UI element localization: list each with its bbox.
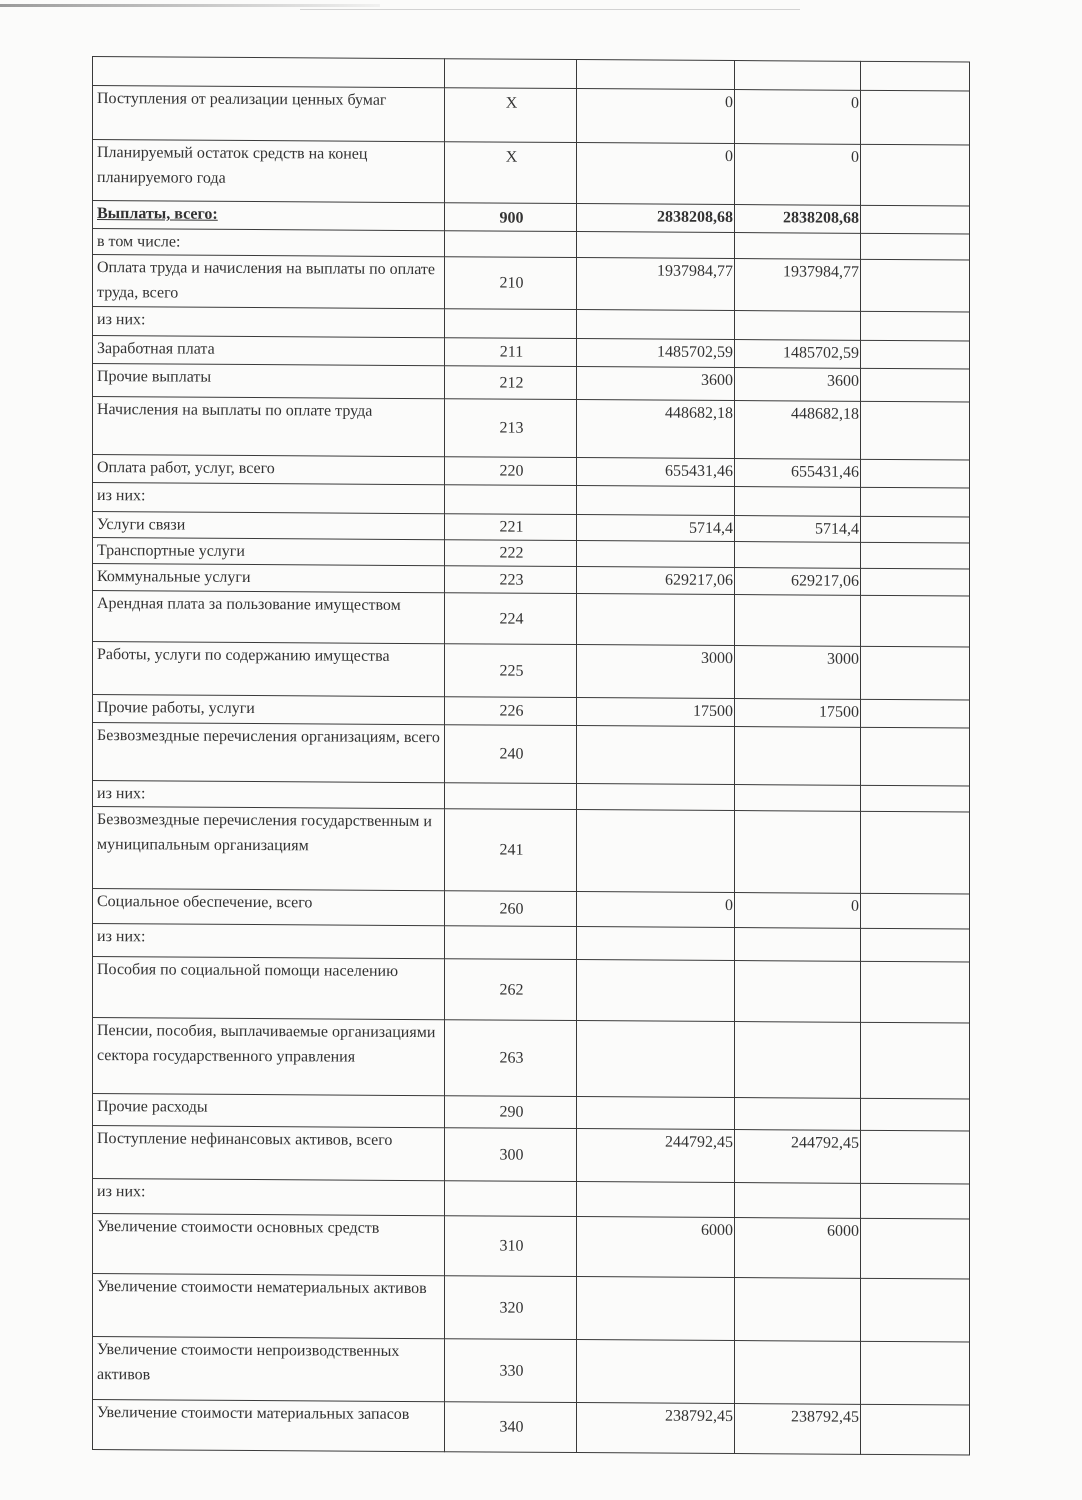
row-value-2-cell: 1937984,77: [735, 259, 861, 312]
row-value-1-cell: 2838208,68: [577, 204, 735, 233]
row-code-cell: 224: [445, 593, 577, 645]
table-row: [93, 889, 970, 930]
row-value-1-cell: [577, 594, 735, 646]
row-code-cell: 213: [445, 399, 577, 458]
row-name-cell: Пенсии, пособия, выплачиваемые организациями сектора государственного управления: [93, 1018, 445, 1096]
row-value-3-cell: [861, 1130, 970, 1184]
row-value-2-cell: 448682,18: [735, 401, 861, 460]
budget-table-body: [93, 57, 970, 1456]
row-value-3-cell: [861, 340, 970, 369]
row-code-cell: 240: [445, 725, 577, 784]
row-value-3-cell: [861, 1278, 970, 1342]
row-value-2-cell: 1485702,59: [735, 340, 861, 369]
row-value-3-cell: [861, 961, 970, 1023]
row-value-1-cell: [577, 810, 735, 893]
table-row: [93, 255, 970, 313]
row-value-2-cell: 238792,45: [735, 1404, 861, 1455]
row-value-2-cell: [735, 61, 861, 91]
row-value-1-cell: 1485702,59: [577, 339, 735, 368]
row-code-cell: [445, 1181, 577, 1217]
row-name-cell: Оплата работ, услуг, всего: [93, 455, 445, 485]
row-value-3-cell: [861, 1022, 970, 1099]
table-row: [93, 924, 970, 963]
row-value-1-cell: [577, 927, 735, 961]
row-name-cell: в том числе:: [93, 229, 445, 257]
row-value-1-cell: [577, 726, 735, 785]
row-value-1-cell: 1937984,77: [577, 258, 735, 311]
row-name-cell: Работы, услуги по содержанию имущества: [93, 642, 445, 697]
row-code-cell: Х: [445, 88, 577, 143]
row-value-3-cell: [861, 1341, 970, 1405]
row-code-cell: 211: [445, 338, 577, 367]
row-value-3-cell: [861, 542, 970, 569]
row-name-cell: из них:: [93, 307, 445, 338]
row-value-3-cell: [861, 595, 970, 647]
row-value-3-cell: [861, 459, 970, 488]
table-row: [93, 140, 970, 207]
row-value-1-cell: [577, 1340, 735, 1404]
table-row: [93, 1337, 970, 1406]
row-name-cell: Транспортные услуги: [93, 538, 445, 566]
row-value-2-cell: 5714,4: [735, 516, 861, 543]
table-row: [93, 364, 970, 403]
row-value-3-cell: [861, 928, 970, 962]
row-value-3-cell: [861, 487, 970, 517]
row-name-cell: Социальное обеспечение, всего: [93, 889, 445, 926]
row-code-cell: 900: [445, 203, 577, 232]
row-code-cell: 221: [445, 514, 577, 541]
row-value-1-cell: 448682,18: [577, 400, 735, 459]
row-value-1-cell: [577, 1097, 735, 1130]
row-code-cell: 300: [445, 1128, 577, 1182]
row-value-1-cell: [577, 486, 735, 516]
row-code-cell: [445, 231, 577, 258]
table-row: [93, 1400, 970, 1456]
row-value-2-cell: 0: [735, 90, 861, 145]
row-name-cell: Прочие выплаты: [93, 364, 445, 399]
row-name-cell: Заработная плата: [93, 336, 445, 366]
table-row: [93, 1126, 970, 1185]
row-name-cell: Увеличение стоимости основных средств: [93, 1214, 445, 1276]
row-value-2-cell: [735, 233, 861, 260]
row-code-cell: 226: [445, 697, 577, 726]
row-value-2-cell: [735, 785, 861, 812]
row-value-2-cell: 6000: [735, 1218, 861, 1279]
row-value-2-cell: [735, 727, 861, 786]
row-value-3-cell: [861, 401, 970, 460]
row-value-1-cell: 655431,46: [577, 458, 735, 487]
row-value-2-cell: [735, 1341, 861, 1405]
row-name-cell: Прочие работы, услуги: [93, 695, 445, 725]
row-value-2-cell: [735, 1278, 861, 1342]
row-value-3-cell: [861, 727, 970, 786]
row-name-cell: из них:: [93, 1179, 445, 1216]
row-name-cell: Планируемый остаток средств на конец планируемого года: [93, 140, 445, 203]
row-name-cell: Выплаты, всего:: [93, 201, 445, 231]
row-value-1-cell: 0: [577, 143, 735, 205]
row-value-1-cell: 0: [577, 89, 735, 144]
row-value-3-cell: [861, 1218, 970, 1279]
row-value-1-cell: 5714,4: [577, 515, 735, 542]
row-value-2-cell: 2838208,68: [735, 205, 861, 234]
row-name-cell: из них:: [93, 781, 445, 809]
row-value-1-cell: [577, 960, 735, 1022]
row-value-2-cell: [735, 1098, 861, 1131]
row-value-3-cell: [861, 646, 970, 700]
row-code-cell: 290: [445, 1096, 577, 1129]
row-code-cell: 241: [445, 809, 577, 892]
row-name-cell: Увеличение стоимости непроизводственных активов: [93, 1337, 445, 1402]
row-name-cell: из них:: [93, 924, 445, 959]
row-name-cell: Услуги связи: [93, 512, 445, 540]
row-value-2-cell: [735, 928, 861, 962]
row-value-3-cell: [861, 205, 970, 234]
row-value-1-cell: [577, 784, 735, 811]
row-value-2-cell: [735, 595, 861, 647]
row-name-cell: Начисления на выплаты по оплате труда: [93, 397, 445, 457]
row-value-1-cell: 6000: [577, 1217, 735, 1278]
row-code-cell: [445, 309, 577, 339]
row-value-3-cell: [861, 893, 970, 929]
row-value-3-cell: [861, 368, 970, 402]
row-value-1-cell: 17500: [577, 698, 735, 727]
row-value-2-cell: 17500: [735, 699, 861, 728]
row-code-cell: 330: [445, 1339, 577, 1403]
row-value-3-cell: [861, 1183, 970, 1219]
row-name-cell: Поступления от реализации ценных бумаг: [93, 86, 445, 142]
row-value-3-cell: [861, 1404, 970, 1455]
row-value-3-cell: [861, 785, 970, 812]
row-name-cell: Прочие расходы: [93, 1094, 445, 1128]
table-row: [93, 957, 970, 1024]
row-value-3-cell: [861, 311, 970, 341]
row-name-cell: Пособия по социальной помощи населению: [93, 957, 445, 1020]
row-name-cell: [93, 57, 445, 88]
row-code-cell: [445, 485, 577, 515]
row-name-cell: Увеличение стоимости материальных запасов: [93, 1400, 445, 1452]
table-row: [93, 86, 970, 146]
scan-edge-line: [300, 9, 800, 10]
row-value-1-cell: [577, 232, 735, 259]
row-code-cell: 260: [445, 891, 577, 927]
table-row: [93, 1274, 970, 1343]
row-code-cell: 220: [445, 457, 577, 486]
row-code-cell: 262: [445, 959, 577, 1021]
row-value-1-cell: 3000: [577, 645, 735, 699]
row-value-2-cell: [735, 1183, 861, 1219]
row-value-3-cell: [861, 144, 970, 206]
budget-table: [92, 56, 970, 1456]
row-code-cell: Х: [445, 142, 577, 204]
row-value-2-cell: 0: [735, 144, 861, 206]
row-code-cell: 310: [445, 1216, 577, 1277]
table-row: [93, 642, 970, 701]
row-value-1-cell: [577, 60, 735, 90]
row-code-cell: 320: [445, 1276, 577, 1340]
row-value-1-cell: [577, 541, 735, 568]
row-value-2-cell: 0: [735, 893, 861, 929]
table-row: [93, 807, 970, 895]
row-name-cell: Поступление нефинансовых активов, всего: [93, 1126, 445, 1181]
row-value-2-cell: 244792,45: [735, 1130, 861, 1184]
row-value-1-cell: [577, 1182, 735, 1218]
row-code-cell: 223: [445, 566, 577, 594]
row-value-3-cell: [861, 699, 970, 728]
row-name-cell: Увеличение стоимости нематериальных активов: [93, 1274, 445, 1339]
row-value-2-cell: [735, 1022, 861, 1099]
row-code-cell: 263: [445, 1020, 577, 1097]
row-value-1-cell: [577, 310, 735, 340]
row-value-2-cell: [735, 487, 861, 517]
row-name-cell: из них:: [93, 483, 445, 514]
row-code-cell: 222: [445, 540, 577, 567]
row-code-cell: 225: [445, 644, 577, 698]
table-row: [93, 1018, 970, 1100]
row-value-2-cell: [735, 961, 861, 1023]
row-name-cell: Коммунальные услуги: [93, 564, 445, 593]
row-value-1-cell: 629217,06: [577, 567, 735, 595]
table-row: [93, 591, 970, 648]
row-value-1-cell: 3600: [577, 367, 735, 401]
scan-edge-shadow: [0, 4, 380, 7]
row-code-cell: [445, 926, 577, 960]
row-value-1-cell: 244792,45: [577, 1129, 735, 1183]
row-value-2-cell: 629217,06: [735, 568, 861, 596]
row-code-cell: 212: [445, 366, 577, 400]
row-value-1-cell: [577, 1277, 735, 1341]
row-value-3-cell: [861, 568, 970, 596]
row-value-3-cell: [861, 1098, 970, 1131]
row-value-1-cell: 0: [577, 892, 735, 928]
row-name-cell: Оплата труда и начисления на выплаты по оплате труда, всего: [93, 255, 445, 309]
row-value-2-cell: 3000: [735, 646, 861, 700]
row-value-1-cell: 238792,45: [577, 1403, 735, 1454]
row-code-cell: [445, 783, 577, 810]
row-value-3-cell: [861, 61, 970, 91]
row-value-1-cell: [577, 1021, 735, 1098]
row-code-cell: [445, 59, 577, 89]
document-page: [92, 56, 970, 1456]
row-value-2-cell: [735, 542, 861, 569]
row-value-3-cell: [861, 811, 970, 894]
table-row: [93, 723, 970, 787]
row-code-cell: 340: [445, 1402, 577, 1453]
row-name-cell: Безвозмездные перечисления организациям, всего: [93, 723, 445, 783]
row-code-cell: 210: [445, 257, 577, 310]
table-row: [93, 1179, 970, 1220]
row-value-2-cell: [735, 311, 861, 341]
row-value-2-cell: 655431,46: [735, 459, 861, 488]
row-value-3-cell: [861, 233, 970, 260]
row-value-2-cell: [735, 811, 861, 894]
row-name-cell: Безвозмездные перечисления государственным и муниципальным организациям: [93, 807, 445, 891]
table-row: [93, 1214, 970, 1280]
table-row: [93, 397, 970, 461]
row-value-3-cell: [861, 516, 970, 543]
row-value-3-cell: [861, 90, 970, 145]
row-value-3-cell: [861, 259, 970, 312]
row-name-cell: Арендная плата за пользование имуществом: [93, 591, 445, 644]
row-value-2-cell: 3600: [735, 368, 861, 402]
